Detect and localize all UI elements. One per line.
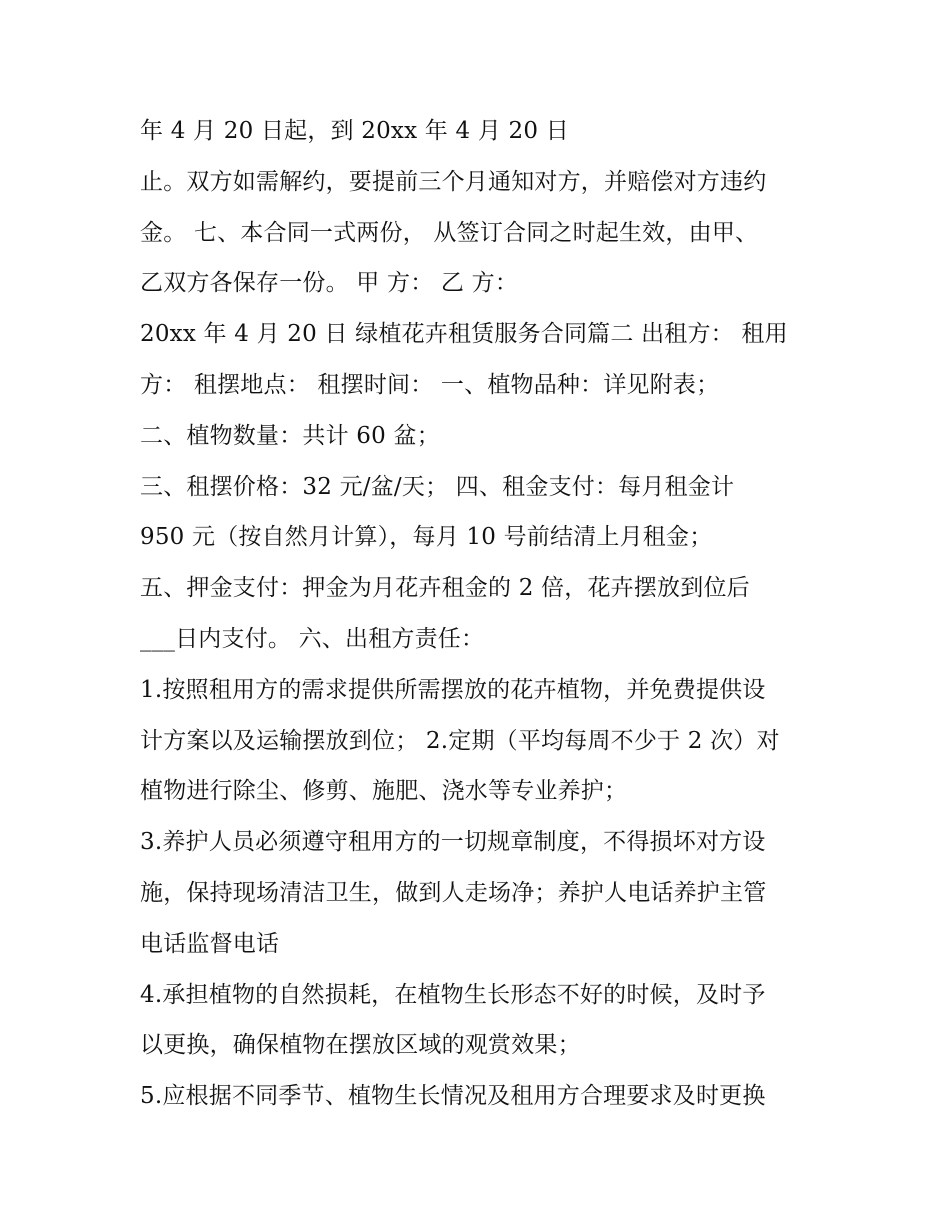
text-line-3: 金。 七、本合同一式两份， 从签订合同之时起生效，由甲、 — [140, 219, 759, 246]
contract-text — [140, 106, 830, 1122]
text-line-12: 1.按照租用方的需求提供所需摆放的花卉植物，并免费提供设 — [140, 676, 766, 703]
text-line-17: 电话监督电话 — [140, 930, 280, 957]
text-line-9: 950 元（按自然月计算），每月 10 号前结清上月租金； — [140, 524, 713, 551]
text-line-7: 二、植物数量：共计 60 盆； — [140, 422, 440, 449]
text-line-2: 止。双方如需解约，要提前三个月通知对方，并赔偿对方违约 — [140, 168, 767, 195]
text-line-6: 方： 租摆地点： 租摆时间： 一、植物品种：详见附表； — [140, 371, 720, 398]
text-line-8: 三、租摆价格：32 元/盆/天； 四、租金支付：每月租金计 — [140, 473, 735, 500]
text-line-18: 4.承担植物的自然损耗，在植物生长形态不好的时候，及时予 — [140, 981, 766, 1008]
text-line-5: 20xx 年 4 月 20 日 绿植花卉租赁服务合同篇二 出租方： 租用 — [140, 321, 788, 348]
text-line-10: 五、押金支付：押金为月花卉租金的 2 倍，花卉摆放到位后 — [140, 575, 750, 602]
text-line-15: 3.养护人员必须遵守租用方的一切规章制度，不得损坏对方设 — [140, 829, 766, 856]
text-line-14: 植物进行除尘、修剪、施肥、浇水等专业养护； — [140, 778, 628, 805]
text-line-19: 以更换，确保植物在摆放区域的观赏效果； — [140, 1032, 581, 1059]
text-line-16: 施，保持现场清洁卫生，做到人走场净；养护人电话养护主管 — [140, 879, 767, 906]
text-line-20: 5.应根据不同季节、植物生长情况及租用方合理要求及时更换 — [140, 1083, 766, 1110]
text-line-4: 乙双方各保存一份。 甲 方： 乙 方： — [140, 270, 519, 297]
text-line-13: 计方案以及运输摆放到位； 2.定期（平均每周不少于 2 次）对 — [140, 727, 780, 754]
text-line-1: 年 4 月 20 日起，到 20xx 年 4 月 20 日 — [140, 118, 569, 144]
text-line-11: ___日内支付。 六、出租方责任： — [140, 625, 485, 652]
